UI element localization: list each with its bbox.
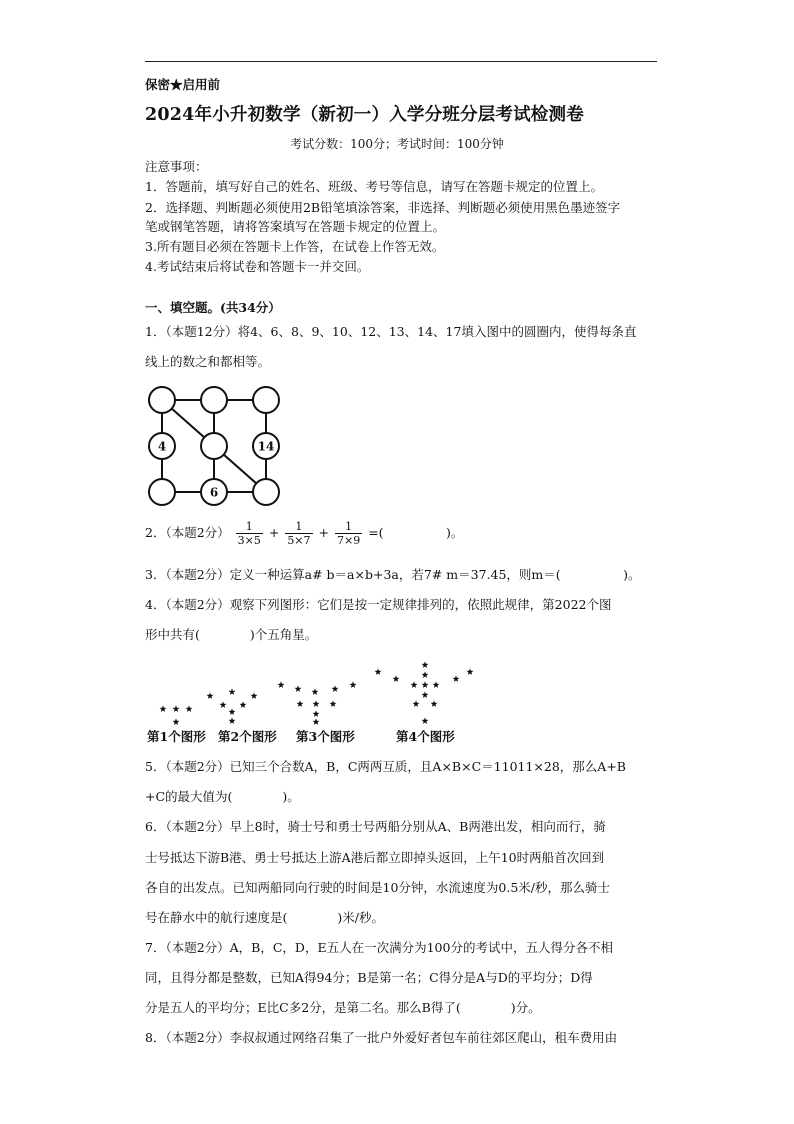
star-icon — [240, 701, 247, 708]
star-pattern-figure — [140, 655, 500, 727]
note-item: 1．答题前，填写好自己的姓名、班级、考号等信息，请写在答题卡规定的位置上。 — [145, 179, 603, 194]
star-icon — [332, 685, 339, 692]
section-heading: 一、填空题。(共34分） — [145, 300, 281, 315]
figure-label: 第4个图形 — [396, 729, 455, 744]
star-icon — [251, 692, 258, 699]
star-icon — [229, 688, 236, 695]
fraction — [335, 520, 362, 547]
star-icon — [375, 668, 382, 675]
fraction — [285, 520, 312, 547]
fraction — [236, 520, 263, 547]
star-icon — [313, 700, 320, 707]
denominator: 7×9 — [336, 534, 361, 547]
numerator: 1 — [335, 520, 362, 534]
figure-label: 第1个图形 — [147, 729, 206, 744]
star-icon — [313, 710, 320, 717]
star-icon — [207, 692, 214, 699]
figure-label: 第2个图形 — [218, 729, 277, 744]
star-icon — [422, 681, 429, 688]
question-5-text: +C的最大值为( )。 — [145, 789, 300, 804]
star-marks — [160, 661, 474, 725]
question-1-text: 线上的数之和都相等。 — [145, 354, 271, 369]
star-icon — [422, 671, 429, 678]
denominator: 5×7 — [287, 534, 311, 547]
operator: + — [318, 525, 329, 540]
star-icon — [411, 681, 418, 688]
star-icon — [297, 700, 304, 707]
operator: + — [268, 525, 280, 540]
grid-circle — [201, 433, 227, 459]
question-3-text: 3．（本题2分）定义一种运算a# b＝a×b+3a，若7# m＝37.45，则m＝( )。 — [145, 567, 641, 582]
figure-label: 第3个图形 — [296, 729, 355, 744]
question-7-text: 同，且得分都是整数，已知A得94分；B是第一名；C得分是A与D的平均分；D得 — [145, 970, 593, 985]
question-8-text: 8．（本题2分）李叔叔通过网络召集了一批户外爱好者包车前往郊区爬山，租车费用由 — [145, 1030, 618, 1045]
question-6-text: 士号抵达下游B港、勇士号抵达上游A港后都立即掉头返回，上午10时两船首次回到 — [145, 850, 605, 865]
note-item: 4.考试结束后将试卷和答题卡一并交回。 — [145, 259, 370, 274]
star-icon — [312, 688, 319, 695]
star-icon — [350, 681, 357, 688]
circle-grid-figure — [140, 382, 290, 510]
star-icon — [229, 717, 236, 724]
notes-heading: 注意事项： — [145, 159, 208, 174]
grid-circle — [201, 387, 227, 413]
answer-blank: =( )。 — [368, 525, 464, 540]
grid-circle-number: 4 — [157, 439, 167, 454]
numerator: 1 — [236, 520, 263, 534]
denominator: 3×5 — [237, 534, 261, 547]
note-item: 笔或钢笔答题，请将答案填写在答题卡规定的位置上。 — [145, 219, 446, 234]
page-title: 2024年小升初数学（新初一）入学分班分层考试检测卷 — [145, 105, 584, 125]
star-icon — [453, 675, 460, 682]
question-7-text: 7．（本题2分）A，B，C，D，E五人在一次满分为100分的考试中，五人得分各不相 — [145, 940, 613, 955]
star-icon — [295, 685, 302, 692]
grid-circle — [253, 387, 279, 413]
star-icon — [467, 668, 474, 675]
note-item: 3.所有题目必须在答题卡上作答，在试卷上作答无效。 — [145, 239, 445, 254]
grid-circle — [253, 479, 279, 505]
confidential-mark: 保密★启用前 — [145, 77, 221, 92]
question-4-text: 形中共有( )个五角星。 — [145, 627, 318, 642]
question-7-text: 分是五人的平均分；E比C多2分，是第二名。那么B得了( )分。 — [145, 1000, 541, 1015]
star-icon — [220, 701, 227, 708]
star-icon — [160, 705, 167, 712]
numerator: 1 — [285, 520, 312, 534]
question-5-text: 5．（本题2分）已知三个合数A，B，C两两互质，且A×B×C＝11011×28，那么A+B — [145, 759, 626, 774]
star-icon — [422, 661, 429, 668]
question-4-text: 4．（本题2分）观察下列图形：它们是按一定规律排列的，依照此规律，第2022个图 — [145, 597, 612, 612]
note-item: 2．选择题、判断题必须使用2B铅笔填涂答案，非选择、判断题必须使用黑色墨迹签字 — [145, 200, 621, 215]
star-icon — [431, 700, 438, 707]
grid-circle-number: 14 — [257, 439, 275, 454]
star-icon — [393, 675, 400, 682]
question-1-text: 1．（本题12分）将4、6、8、9、10、12、13、14、17填入图中的圆圈内，使得每条直 — [145, 324, 637, 339]
star-icon — [278, 681, 285, 688]
question-6-text: 号在静水中的航行速度是( )米/秒。 — [145, 910, 384, 925]
star-icon — [422, 717, 429, 724]
question-6-text: 6．（本题2分）早上8时，骑士号和勇士号两船分别从A、B两港出发，相向而行，骑 — [145, 819, 606, 834]
star-icon — [173, 718, 180, 725]
top-rule — [145, 61, 657, 62]
star-icon — [313, 718, 320, 725]
star-icon — [229, 708, 236, 715]
grid-circle — [149, 387, 175, 413]
star-icon — [330, 700, 337, 707]
grid-circle-number: 6 — [209, 485, 219, 500]
exam-info: 考试分数：100分；考试时间：100分钟 — [290, 137, 504, 151]
star-icon — [422, 691, 429, 698]
star-icon — [173, 705, 180, 712]
question-2-prefix: 2．（本题2分） — [145, 525, 230, 540]
question-6-text: 各自的出发点。已知两船同向行驶的时间是10分钟，水流速度为0.5米/秒，那么骑士 — [145, 880, 610, 895]
star-icon — [413, 700, 420, 707]
star-icon — [433, 681, 440, 688]
star-icon — [186, 705, 193, 712]
question-2-text — [145, 520, 463, 547]
grid-circle — [149, 479, 175, 505]
